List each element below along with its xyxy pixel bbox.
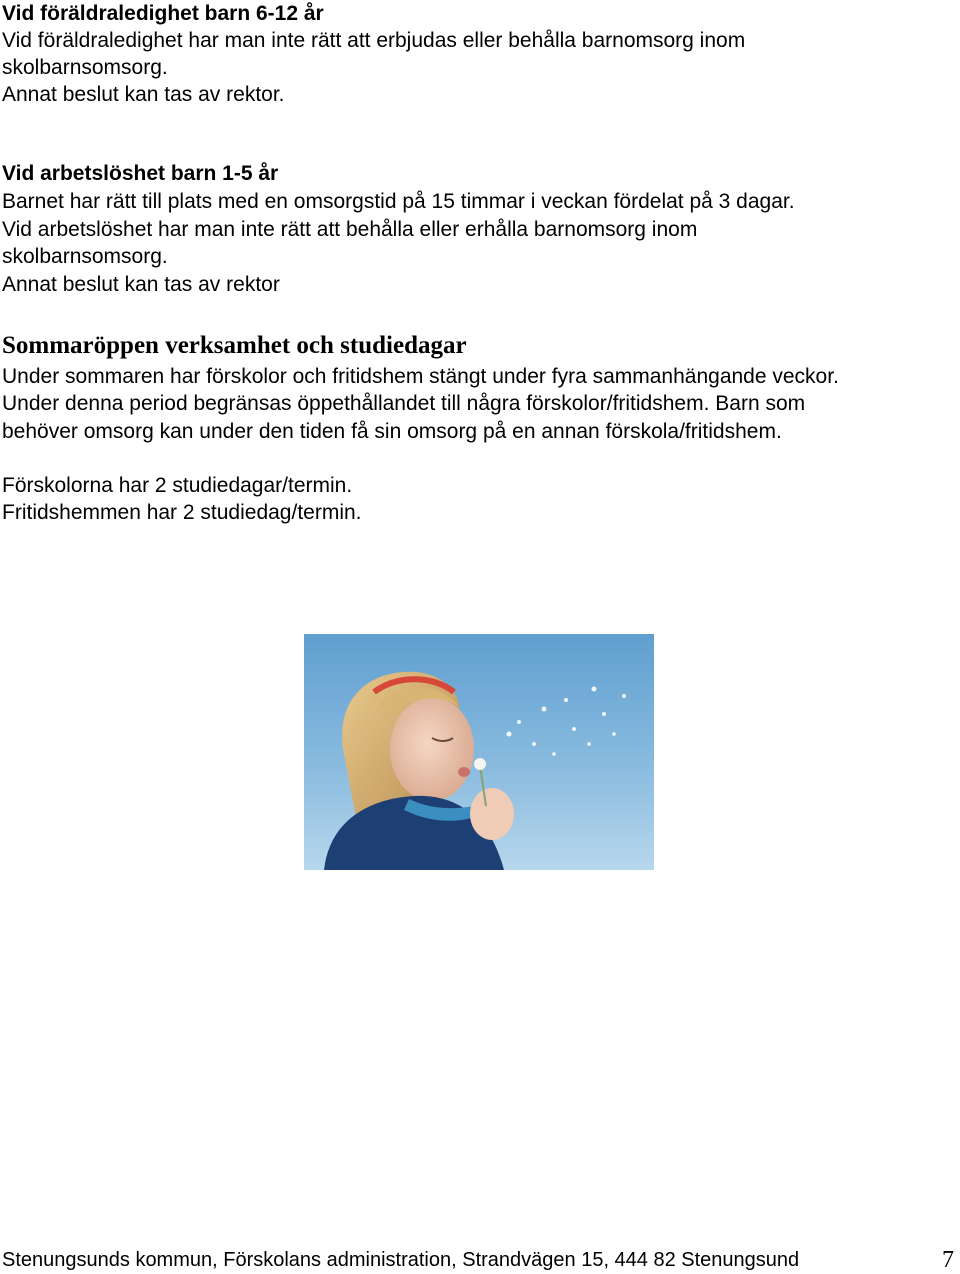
paragraph-line: Vid arbetslöshet har man inte rätt att behålla eller erhålla barnomsorg inom <box>2 218 698 241</box>
paragraph-line: skolbarnsomsorg. <box>2 56 168 79</box>
heading-arbetsloshet: Vid arbetslöshet barn 1-5 år <box>2 162 279 185</box>
paragraph-line: skolbarnsomsorg. <box>2 245 168 268</box>
paragraph-line: Förskolorna har 2 studiedagar/termin. <box>2 474 353 497</box>
paragraph-line: Barnet har rätt till plats med en omsorgstid på 15 timmar i veckan fördelat på 3 dagar. <box>2 190 795 213</box>
paragraph-line: Vid föräldraledighet har man inte rätt att erbjudas eller behålla barnomsorg inom <box>2 29 746 52</box>
heading-foraldraledighet: Vid föräldraledighet barn 6-12 år <box>2 2 324 25</box>
paragraph-line: Under sommaren har förskolor och fritidshem stängt under fyra sammanhängande veckor. <box>2 365 839 388</box>
footer-address: Stenungsunds kommun, Förskolans administration, Strandvägen 15, 444 82 Stenungsund <box>2 1249 800 1271</box>
page-number: 7 <box>942 1247 954 1273</box>
heading-sommaroppen: Sommaröppen verksamhet och studiedagar <box>2 332 467 359</box>
child-dandelion-photo <box>304 634 654 870</box>
paragraph-line: Under denna period begränsas öppethållandet till några förskolor/fritidshem. Barn som <box>2 392 806 415</box>
paragraph-line: Fritidshemmen har 2 studiedag/termin. <box>2 501 362 524</box>
paragraph-line: behöver omsorg kan under den tiden få sin omsorg på en annan förskola/fritidshem. <box>2 420 782 443</box>
paragraph-line: Annat beslut kan tas av rektor. <box>2 83 285 106</box>
paragraph-line: Annat beslut kan tas av rektor <box>2 273 280 296</box>
